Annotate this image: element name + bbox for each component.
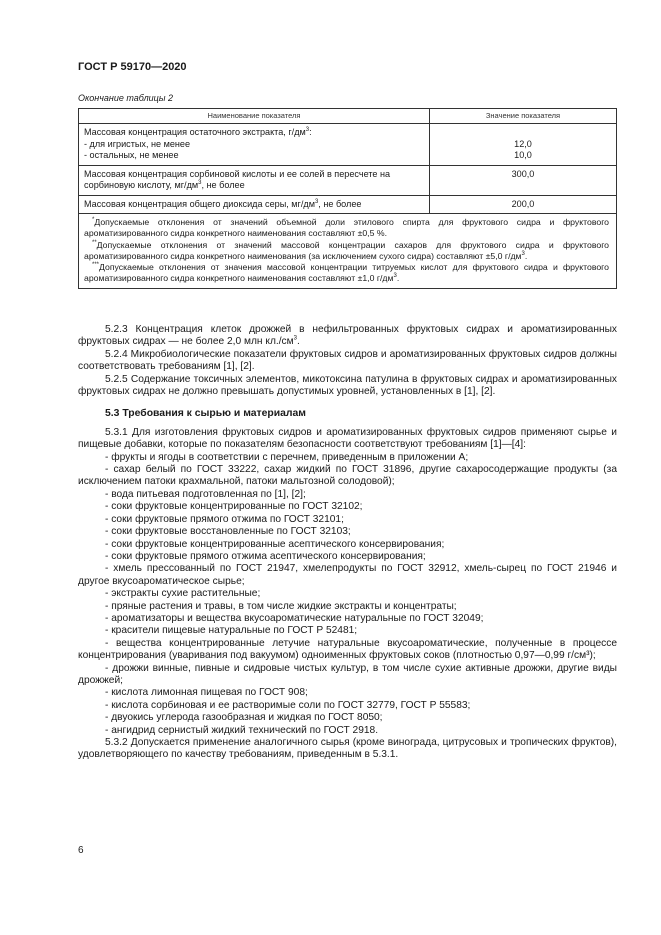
paragraph-5-3-1: 5.3.1 Для изготовления фруктовых сидров и ароматизированных фруктовых сидров применяют сырье и пищевые добавки, которые по показателям безопасности соответствуют требованиям [1]—[4]: [78, 426, 617, 451]
sub-item: - остальных, не менее [84, 150, 179, 160]
paragraph-5-2-4: 5.2.4 Микробиологические показатели фруктовых сидров и ароматизированных фруктовых сидров должны соответствовать требованиям [1], [2]. [78, 348, 617, 373]
list-item: - фрукты и ягоды в соответствии с перечнем, приведенным в приложении А; [105, 451, 469, 463]
footnote: ***Допускаемые отклонения от значения массовой концентрации титруемых кислот для фруктового сидра и фруктового ароматизированного сидра конкретного наименования составляют ±1,0 $г/дм^3$. [84, 262, 609, 284]
list-item: - вещества концентрированные летучие натуральные вкусоароматические, полученные в процессе концентрирования (уваривания под вакуумом) одноименных фруктовых соков (плотностью 0,97—0,99 г/см³); [78, 637, 617, 662]
table-header-row [79, 109, 617, 124]
list-item: - соки фруктовые прямого отжима по ГОСТ 32101; [105, 513, 344, 525]
column-header-value: Значение показателя [430, 109, 617, 124]
indicator-name: Массовая концентрация общего диоксида серы, $мг/дм^3$, не более [79, 195, 430, 214]
indicators-table [78, 108, 617, 289]
list-item: - вода питьевая подготовленная по [1], [2]; [105, 488, 306, 500]
indicator-name: Массовая концентрация остаточного экстракта, $г/дм^3$: - для игристых, не менее - остальных, не менее [79, 124, 430, 166]
column-header-name: Наименование показателя [79, 109, 430, 124]
indicator-value: 12,0 10,0 [430, 124, 617, 166]
table-row [79, 124, 617, 166]
table-row [79, 195, 617, 214]
table-row [79, 165, 617, 195]
list-item: - сахар белый по ГОСТ 33222, сахар жидкий по ГОСТ 31896, другие сахаросодержащие продукты (за исключением патоки крахмальной, патоки мальтозной солодовой); [78, 464, 617, 488]
list-item: - красители пищевые натуральные по ГОСТ Р 52481; [105, 625, 358, 637]
paragraph-5-3-2: 5.3.2 Допускается применение аналогичного сырья (кроме винограда, цитрусовых и тропических фруктов), удовлетворяющего по качеству требованиям, приведенным в 5.3.1. [78, 737, 617, 761]
footnote: *Допускаемые отклонения от значений объемной доли этилового спирта для фруктового сидра и фруктового ароматизированного сидра конкретного наименования составляют ±0,5 %. [84, 217, 609, 239]
list-item: - кислота сорбиновая и ее растворимые соли по ГОСТ 32779, ГОСТ Р 55583; [105, 699, 471, 711]
table-notes-row [79, 214, 617, 289]
list-item: - соки фруктовые прямого отжима асептического консервирования; [105, 550, 426, 562]
list-item: - хмель прессованный по ГОСТ 21947, хмелепродукты по ГОСТ 32912, хмель-сырец по ГОСТ 21946 и другое вкусоароматическое сырье; [78, 563, 617, 587]
list-item: - ароматизаторы и вещества вкусоароматические натуральные по ГОСТ 32049; [105, 612, 484, 624]
list-item: - дрожжи винные, пивные и сидровые чистых культур, в том числе сухие активные дрожжи, другие виды дрожжей; [78, 662, 617, 686]
list-item: - экстракты сухие растительные; [105, 588, 261, 600]
list-item: - соки фруктовые концентрированные асептического консервирования; [105, 538, 445, 550]
indicator-value: 300,0 [430, 165, 617, 195]
section-heading-5-3: 5.3 Требования к сырью и материалам [105, 408, 306, 420]
table-caption: Окончание таблицы 2 [78, 93, 173, 103]
indicator-value: 200,0 [430, 195, 617, 214]
list-item: - соки фруктовые восстановленные по ГОСТ 32103; [105, 526, 351, 538]
footnote: **Допускаемые отклонения от значений массовой концентрации сахаров для фруктового сидра и фруктового ароматизированного сидра конкретного наименования (за исключением сухого сидра) составляют ±5,0 $г/дм^3$. [84, 239, 609, 261]
paragraph-5-2-5: 5.2.5 Содержание токсичных элементов, микотоксина патулина в фруктовых сидрах и ароматизированных фруктовых сидрах не должно превышать допустимых уровней, установленных в [1], [2]. [78, 373, 617, 398]
list-item: - ангидрид сернистый жидкий технический по ГОСТ 2918. [105, 724, 379, 736]
page-number: 6 [78, 845, 84, 856]
document-header: ГОСТ Р 59170—2020 [78, 61, 187, 73]
list-item: - кислота лимонная пищевая по ГОСТ 908; [105, 687, 308, 699]
body-text [78, 324, 617, 762]
list-item: - пряные растения и травы, в том числе жидкие экстракты и концентраты; [105, 600, 457, 612]
table-notes [79, 214, 617, 289]
sub-item: - для игристых, не менее [84, 138, 191, 149]
paragraph-5-2-3: 5.2.3 Концентрация клеток дрожжей в нефильтрованных фруктовых сидрах и ароматизированных фруктовых сидрах — не более 2,0 млн $кл./см^3$. [78, 324, 617, 348]
list-item: - соки фруктовые концентрированные по ГОСТ 32102; [105, 501, 363, 513]
list-item: - двуокись углерода газообразная и жидкая по ГОСТ 8050; [105, 712, 383, 724]
indicator-name: Массовая концентрация сорбиновой кислоты и ее солей в пересчете на сорбиновую кислоту, $мг/дм^3$, не более [79, 165, 430, 195]
